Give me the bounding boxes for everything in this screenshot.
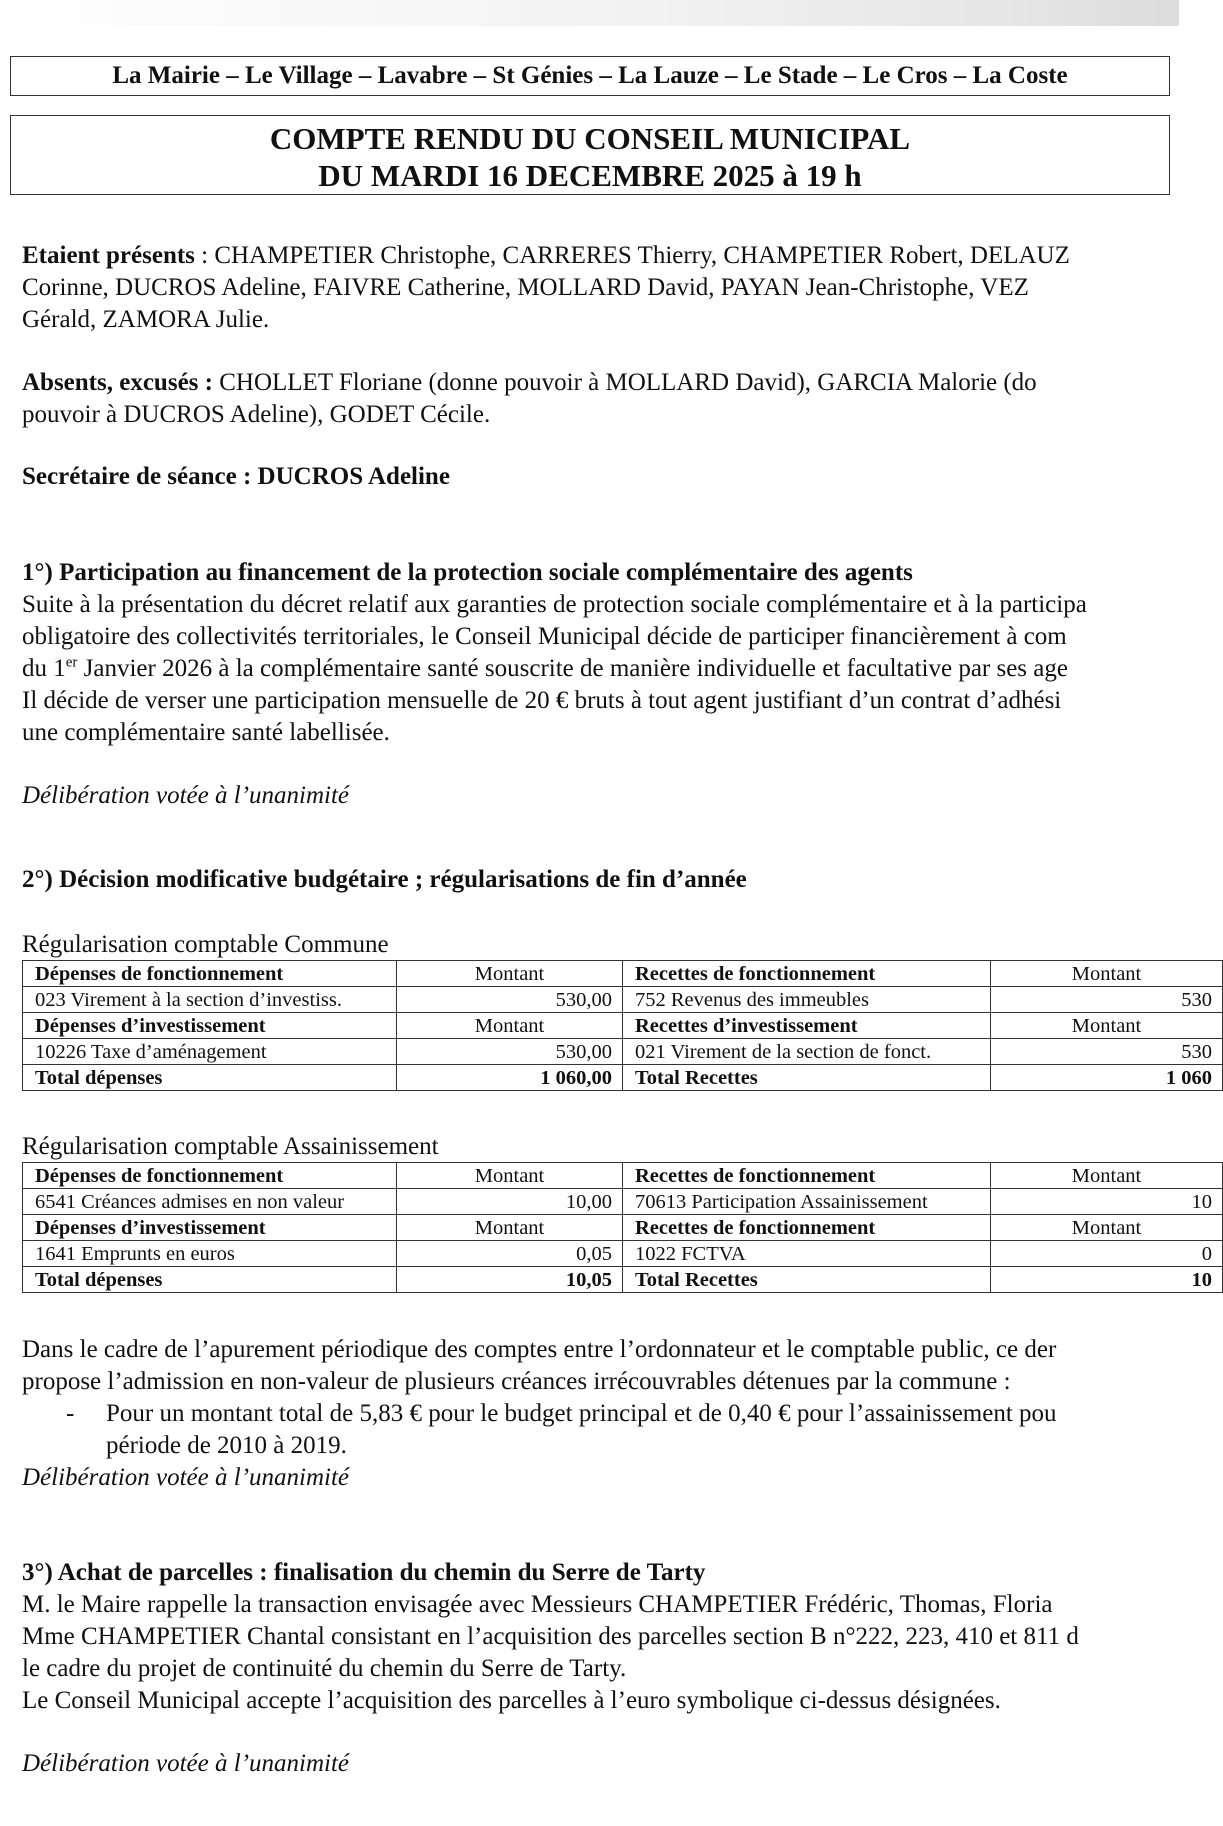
table-cell: 752 Revenus des immeubles	[623, 987, 991, 1013]
table-cell: 10	[991, 1267, 1223, 1293]
table-cell: Dépenses de fonctionnement	[23, 1163, 397, 1189]
absents-line-2: pouvoir à DUCROS Adeline), GODET Cécile.	[22, 401, 491, 428]
title-line-1: COMPTE RENDU DU CONSEIL MUNICIPAL	[269, 121, 911, 156]
table-cell: Total Recettes	[623, 1065, 991, 1091]
table-cell: Montant	[397, 961, 623, 987]
section-3-heading: 3°) Achat de parcelles : finalisation du chemin du Serre de Tarty	[22, 1559, 706, 1586]
bullet-line-1: Pour un montant total de 5,83 € pour le budget principal et de 0,40 € pour l’assainissement pou	[106, 1400, 1057, 1427]
table-cell: 530,00	[397, 1039, 623, 1065]
section-1-line-4: Il décide de verser une participation mensuelle de 20 € bruts à tout agent justifiant d’un contrat d’adhési	[22, 687, 1062, 714]
table-cell: Total dépenses	[23, 1267, 397, 1293]
section-1-heading: 1°) Participation au financement de la protection sociale complémentaire des agents	[22, 559, 913, 586]
table-row	[23, 1189, 1223, 1215]
table-cell: 530	[991, 1039, 1223, 1065]
table-total-row	[23, 1267, 1223, 1293]
table-cell: 023 Virement à la section d’investiss.	[23, 987, 397, 1013]
table-header-row	[23, 1013, 1223, 1039]
section-2-para-line-1: Dans le cadre de l’apurement périodique des comptes entre l’ordonnateur et le comptable public, ce der	[22, 1336, 1057, 1363]
section-1-line-3: du 1er Janvier 2026 à la complémentaire santé souscrite de manière individuelle et facultative par ses age	[22, 654, 1068, 682]
table-cell: 021 Virement de la section de fonct.	[623, 1039, 991, 1065]
table-cell: Montant	[991, 1215, 1223, 1241]
table-cell: 0,05	[397, 1241, 623, 1267]
section-3-line-1: M. le Maire rappelle la transaction envisagée avec Messieurs CHAMPETIER Frédéric, Thomas, Floria	[22, 1591, 1053, 1618]
table-cell: Total dépenses	[23, 1065, 397, 1091]
table-cell: 1022 FCTVA	[623, 1241, 991, 1267]
table-cell: Montant	[991, 961, 1223, 987]
table-cell: Dépenses d’investissement	[23, 1013, 397, 1039]
table-cell: Recettes de fonctionnement	[623, 961, 991, 987]
table-2-caption: Régularisation comptable Assainissement	[22, 1133, 439, 1160]
table-header-row	[23, 1163, 1223, 1189]
table-assainissement	[22, 1162, 1223, 1293]
section-1-line-1: Suite à la présentation du décret relatif aux garanties de protection sociale complémentaire et à la participa	[22, 591, 1087, 618]
section-3-line-2: Mme CHAMPETIER Chantal consistant en l’acquisition des parcelles section B n°222, 223, 410 et 811 d	[22, 1623, 1079, 1650]
section-2-heading: 2°) Décision modificative budgétaire ; régularisations de fin d’année	[22, 866, 747, 893]
table-cell: 70613 Participation Assainissement	[623, 1189, 991, 1215]
section-2-para-line-2: propose l’admission en non-valeur de plusieurs créances irrécouvrables détenues par la commune :	[22, 1368, 1011, 1395]
table-cell: 1641 Emprunts en euros	[23, 1241, 397, 1267]
bullet-line-2: période de 2010 à 2019.	[106, 1432, 347, 1459]
table-cell: 530,00	[397, 987, 623, 1013]
section-3-vote: Délibération votée à l’unanimité	[22, 1750, 350, 1777]
table-cell: Recettes de fonctionnement	[623, 1163, 991, 1189]
secretaire-line: Secrétaire de séance : DUCROS Adeline	[22, 463, 450, 490]
presents-line-1: Etaient présents : CHAMPETIER Christophe, CARRERES Thierry, CHAMPETIER Robert, DELAUZ	[22, 242, 1070, 269]
table-cell: Total Recettes	[623, 1267, 991, 1293]
table-cell: Montant	[991, 1013, 1223, 1039]
table-cell: 1 060,00	[397, 1065, 623, 1091]
villages-banner: La Mairie – Le Village – Lavabre – St Génies – La Lauze – Le Stade – Le Cros – La Coste	[10, 56, 1170, 96]
table-cell: 1 060	[991, 1065, 1223, 1091]
table-cell: Montant	[397, 1215, 623, 1241]
table-1-caption: Régularisation comptable Commune	[22, 931, 389, 958]
table-cell: Recettes d’investissement	[623, 1013, 991, 1039]
table-total-row	[23, 1065, 1223, 1091]
section-3-line-4: Le Conseil Municipal accepte l’acquisition des parcelles à l’euro symbolique ci-dessus désignées.	[22, 1687, 1001, 1714]
table-row	[23, 1241, 1223, 1267]
bullet-dash: -	[66, 1400, 75, 1427]
table-cell: Recettes de fonctionnement	[623, 1215, 991, 1241]
absents-line-1: Absents, excusés : CHOLLET Floriane (donne pouvoir à MOLLARD David), GARCIA Malorie (do	[22, 369, 1037, 396]
absents-label: Absents, excusés :	[22, 369, 213, 396]
table-header-row	[23, 961, 1223, 987]
section-1-vote: Délibération votée à l’unanimité	[22, 782, 350, 809]
table-commune	[22, 960, 1223, 1091]
table-cell: Montant	[991, 1163, 1223, 1189]
table-cell: 6541 Créances admises en non valeur	[23, 1189, 397, 1215]
table-header-row	[23, 1215, 1223, 1241]
table-row	[23, 1039, 1223, 1065]
table-cell: 10,05	[397, 1267, 623, 1293]
presents-line-2: Corinne, DUCROS Adeline, FAIVRE Catherine, MOLLARD David, PAYAN Jean-Christophe, VEZ	[22, 274, 1029, 301]
table-cell: 10226 Taxe d’aménagement	[23, 1039, 397, 1065]
table-cell: Dépenses de fonctionnement	[23, 961, 397, 987]
table-cell: 10,00	[397, 1189, 623, 1215]
table-cell: 10	[991, 1189, 1223, 1215]
presents-line-3: Gérald, ZAMORA Julie.	[22, 306, 270, 333]
page-title	[10, 115, 1170, 195]
table-cell: Montant	[397, 1013, 623, 1039]
section-1-line-5: une complémentaire santé labellisée.	[22, 719, 390, 746]
presents-label: Etaient présents	[22, 242, 195, 269]
table-cell: 530	[991, 987, 1223, 1013]
section-3-line-3: le cadre du projet de continuité du chemin du Serre de Tarty.	[22, 1655, 627, 1682]
table-cell: 0	[991, 1241, 1223, 1267]
table-cell: Dépenses d’investissement	[23, 1215, 397, 1241]
table-cell: Montant	[397, 1163, 623, 1189]
table-row	[23, 987, 1223, 1013]
title-line-2: DU MARDI 16 DECEMBRE 2025 à 19 h	[318, 158, 862, 193]
section-1-line-2: obligatoire des collectivités territoriales, le Conseil Municipal décide de participer financièrement à com	[22, 623, 1067, 650]
section-2-vote: Délibération votée à l’unanimité	[22, 1464, 350, 1491]
